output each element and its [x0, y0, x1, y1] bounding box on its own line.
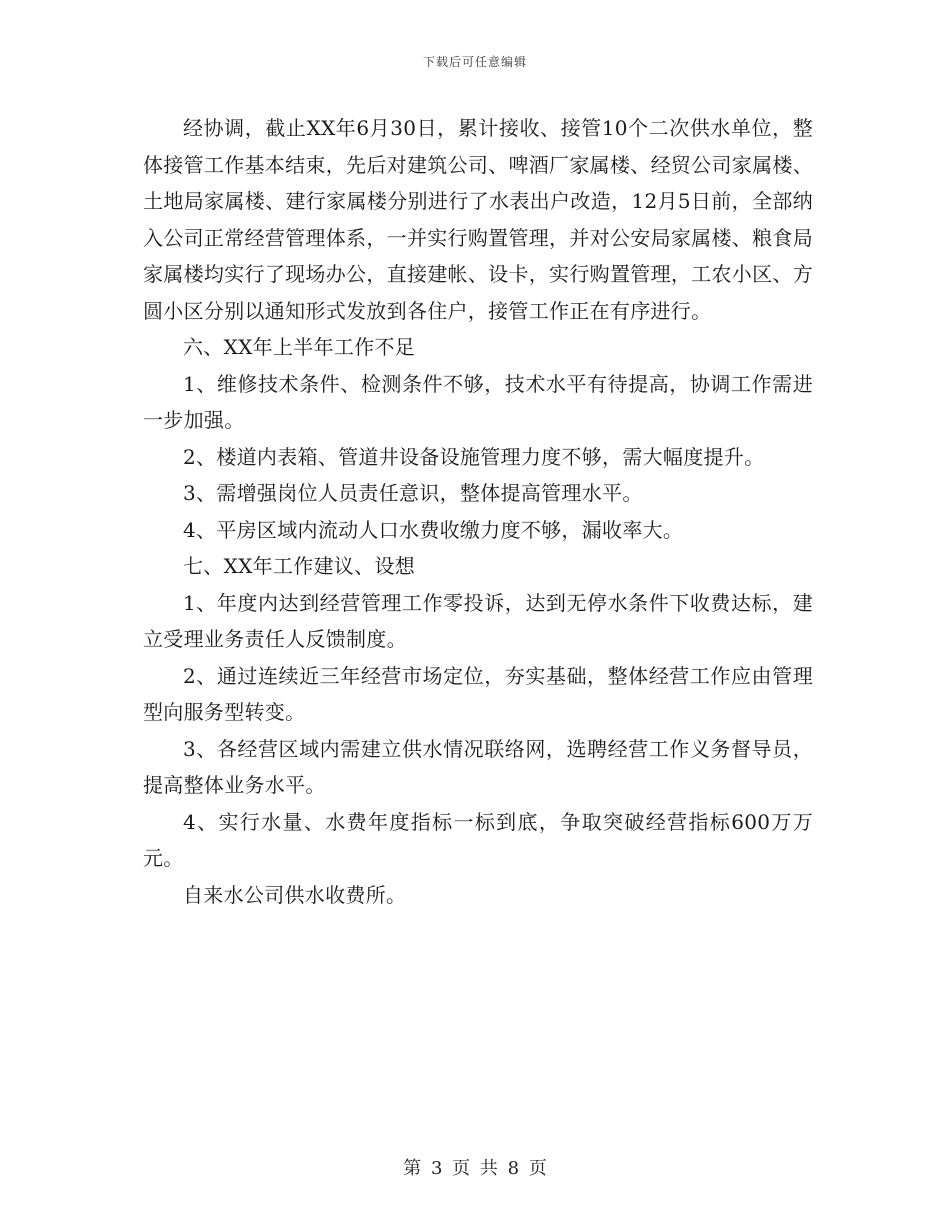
- suggestion-item-3: 3、各经营区域内需建立供水情况联络网，选聘经营工作义务督导员，提高整体业务水平。: [143, 736, 813, 797]
- paragraph-handover-progress: 经协调，截止XX年6月30日，累计接收、接管10个二次供水单位，整体接管工作基本结束，先后对建筑公司、啤酒厂家属楼、经贸公司家属楼、土地局家属楼、建行家属楼分别进行了水表出户改造，12月5日前，全部纳入公司正常经营管理体系，一并实行购置管理，并对公安局家属楼、粮食局家属楼均实行了现场办公，直接建帐、设卡，实行购置管理，工农小区、方圆小区分别以通知形式发放到各住户，接管工作正在有序进行。: [143, 116, 813, 323]
- suggestion-item-4: 4、实行水量、水费年度指标一标到底，争取突破经营指标600万万元。: [143, 809, 813, 870]
- page-header: 下载后可任意编辑: [422, 55, 527, 69]
- section-heading-shortcomings: 六、XX年上半年工作不足: [183, 335, 416, 359]
- shortcoming-item-1: 1、维修技术条件、检测条件不够，技术水平有待提高，协调工作需进一步加强。: [143, 371, 813, 432]
- shortcoming-item-4: 4、平房区域内流动人口水费收缴力度不够，漏收率大。: [183, 517, 684, 542]
- signature-line: 自来水公司供水收费所。: [183, 882, 407, 907]
- shortcoming-item-2: 2、楼道内表箱、管道井设备设施管理力度不够，需大幅度提升。: [183, 444, 765, 469]
- suggestion-item-2: 2、通过连续近三年经营市场定位，夯实基础，整体经营工作应由管理型向服务型转变。: [143, 663, 813, 724]
- page-footer: 第 3 页 共 8 页: [403, 1158, 547, 1179]
- suggestion-item-1: 1、年度内达到经营管理工作零投诉，达到无停水条件下收费达标，建立受理业务责任人反馈制度。: [143, 590, 813, 651]
- shortcoming-item-3: 3、需增强岗位人员责任意识，整体提高管理水平。: [183, 481, 643, 505]
- section-heading-suggestions: 七、XX年工作建议、设想: [183, 554, 416, 578]
- document-body: [143, 110, 813, 913]
